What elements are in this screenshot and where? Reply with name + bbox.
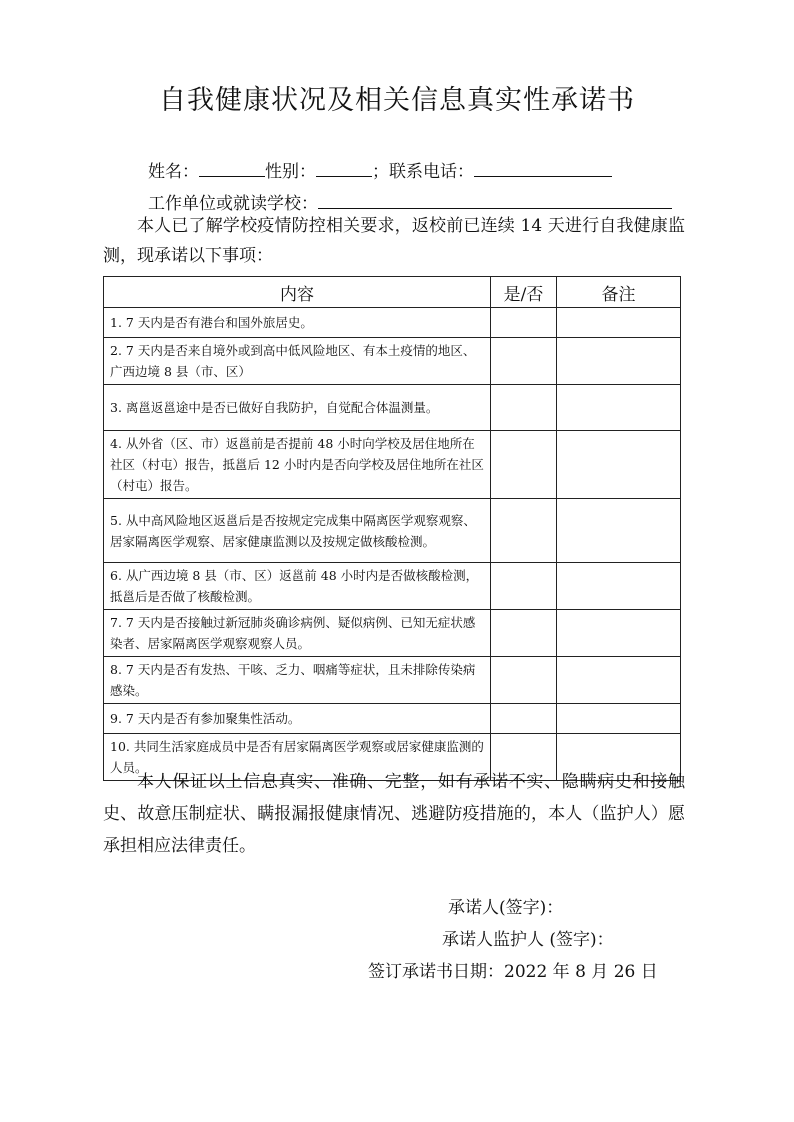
intro-paragraph: 本人已了解学校疫情防控相关要求，返校前已连续 14 天进行自我健康监测，现承诺以下事项： <box>103 216 685 266</box>
yes-no-cell[interactable] <box>491 657 557 704</box>
table-row <box>104 563 681 610</box>
yes-no-cell[interactable] <box>491 431 557 499</box>
promisor-signature: 承诺人(签字)： <box>448 898 564 918</box>
row-content: 4. 从外省（区、市）返邕前是否提前 48 小时向学校及居住地所在社区（村屯）报告，抵邕后 12 小时内是否向学校及居住地所在社区（村屯）报告。 <box>104 431 491 499</box>
remarks-cell[interactable] <box>557 704 681 734</box>
table-row <box>104 657 681 704</box>
remarks-cell[interactable] <box>557 338 681 385</box>
gender-label: 性别： <box>265 162 316 182</box>
row-content: 2. 7 天内是否来自境外或到高中低风险地区、有本土疫情的地区、广西边境 8 县（市、区） <box>104 338 491 385</box>
phone-field[interactable] <box>474 158 612 177</box>
guarantee-paragraph: 本人保证以上信息真实、准确、完整，如有承诺不实、隐瞒病史和接触史、故意压制症状、瞒报漏报健康情况、逃避防疫措施的，本人（监护人）愿承担相应法律责任。 <box>103 772 685 856</box>
table-row <box>104 610 681 657</box>
row-content: 7. 7 天内是否接触过新冠肺炎确诊病例、疑似病例、已知无症状感染者、居家隔离医学观察观察人员。 <box>104 610 491 657</box>
remarks-cell[interactable] <box>557 431 681 499</box>
table-row <box>104 499 681 563</box>
row-content: 5. 从中高风险地区返邕后是否按规定完成集中隔离医学观察观察、居家隔离医学观察、居家健康监测以及按规定做核酸检测。 <box>104 499 491 563</box>
table-header-row <box>104 277 681 308</box>
yes-no-cell[interactable] <box>491 704 557 734</box>
signing-date: 签订承诺书日期：2022 年 8 月 26 日 <box>368 962 658 982</box>
work-label: 工作单位或就读学校： <box>148 194 318 214</box>
row-content: 6. 从广西边境 8 县（市、区）返邕前 48 小时内是否做核酸检测，抵邕后是否做了核酸检测。 <box>104 563 491 610</box>
yes-no-cell[interactable] <box>491 385 557 431</box>
yes-no-cell[interactable] <box>491 563 557 610</box>
guardian-signature: 承诺人监护人 (签字)： <box>442 930 614 950</box>
yes-no-cell[interactable] <box>491 610 557 657</box>
row-content: 1. 7 天内是否有港台和国外旅居史。 <box>104 308 491 338</box>
document-title: 自我健康状况及相关信息真实性承诺书 <box>159 85 635 116</box>
yes-no-cell[interactable] <box>491 308 557 338</box>
phone-label: ；联系电话： <box>372 162 474 182</box>
table-row <box>104 431 681 499</box>
name-label: 姓名： <box>148 162 199 182</box>
commitment-table <box>103 276 681 781</box>
yes-no-cell[interactable] <box>491 499 557 563</box>
remarks-cell[interactable] <box>557 610 681 657</box>
table-row <box>104 308 681 338</box>
personal-info-row <box>148 157 612 182</box>
yes-no-cell[interactable] <box>491 338 557 385</box>
remarks-cell[interactable] <box>557 499 681 563</box>
remarks-cell[interactable] <box>557 657 681 704</box>
header-content: 内容 <box>104 277 491 308</box>
work-field[interactable] <box>318 190 672 209</box>
table-row <box>104 338 681 385</box>
row-content: 3. 离邕返邕途中是否已做好自我防护，自觉配合体温测量。 <box>104 385 491 431</box>
name-field[interactable] <box>199 158 265 177</box>
remarks-cell[interactable] <box>557 563 681 610</box>
row-content: 9. 7 天内是否有参加聚集性活动。 <box>104 704 491 734</box>
row-content: 8. 7 天内是否有发热、干咳、乏力、咽痛等症状，且未排除传染病感染。 <box>104 657 491 704</box>
gender-field[interactable] <box>316 158 372 177</box>
row-content: 10. 共同生活家庭成员中是否有居家隔离医学观察或居家健康监测的人员。 <box>104 734 491 781</box>
header-remarks: 备注 <box>557 277 681 308</box>
remarks-cell[interactable] <box>557 385 681 431</box>
remarks-cell[interactable] <box>557 308 681 338</box>
table-row <box>104 385 681 431</box>
table-row <box>104 704 681 734</box>
header-yes-no: 是/否 <box>491 277 557 308</box>
